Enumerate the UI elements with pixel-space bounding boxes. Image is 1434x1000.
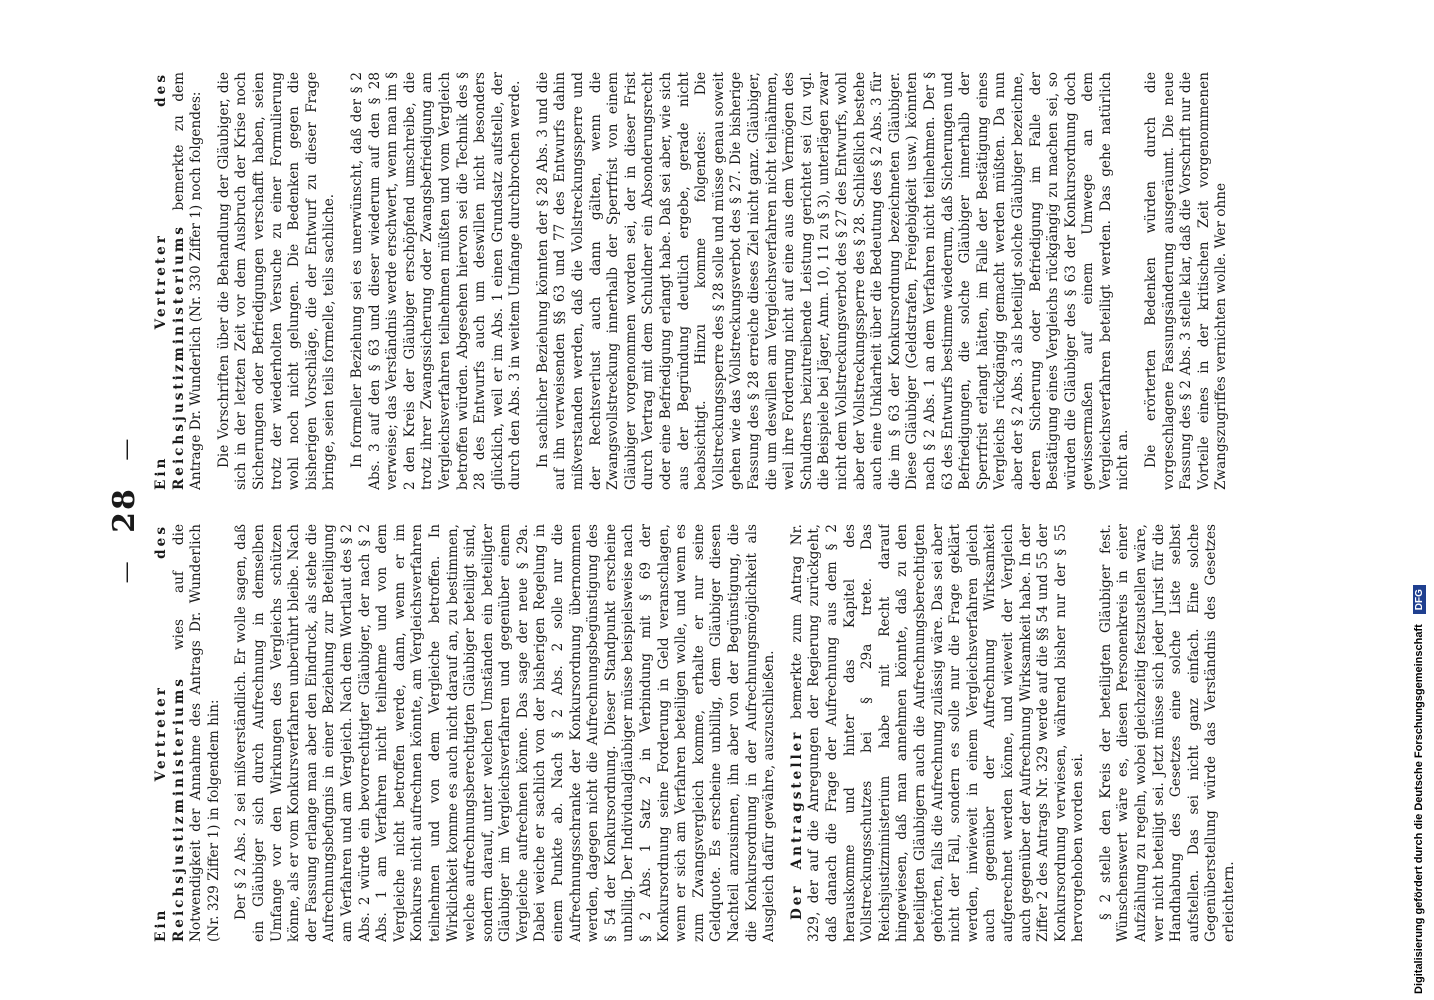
- right-text-column: [153, 72, 1337, 490]
- paragraph-text: bemerkte zum Antrag Nr. 329, der auf die Anregungen der Regierung zurückgeht, daß danach die Frage der Aufrechnung aus dem § 2 herauskomme und hinter das Kapitel des Vollstreckungsschutzes bei § 29a trete. Das Reichsjustizministerium habe mit Recht darauf hingewiesen, daß man annehmen könnte, daß zu den beteiligten Gläubigern auch die Aufrechnungsberechtigten gehörten, falls die Aufrechnung zulässig wäre. Das sei aber nicht der Fall, sondern es solle nur die Frage geklärt werden, inwieweit in einem Vergleichsverfahren gleich auch gegenüber der Aufrechnung Wirksamkeit aufgerechnet werden könne, und wieweit der Vergleich auch gegenüber der Aufrechnung Wirksamkeit habe. In der Ziffer 2 des Antrags Nr. 329 werde auf die §§ 54 und 55 der Konkursordnung verwiesen, während bisher nur der § 55 hervorgehoben worden sei.: [788, 524, 1087, 942]
- paragraph: [153, 524, 223, 942]
- paragraph: Die Vorschriften über die Behandlung der Gläubiger, die sich in der letzten Zeit vor dem Ausbruch der Krise noch Sicherungen oder Befriedigungen verschafft haben, seien trotz der wiederholten Versuche zu einer Formulierung wohl noch nicht gelungen. Die Bedenken gegen die bisherigen Vorschläge, die der Entwurf zu dieser Frage bringe, seien teils formelle, teils sachliche.: [215, 72, 338, 490]
- paragraph: Der § 2 Abs. 2 sei mißverständlich. Er wolle sagen, daß ein Gläubiger sich durch Aufrechnung in demselben Umfange vor den Wirkungen des Vergleichs schützen könne, als er vom Konkursverfahren unberührt bleibe. Nach der Fassung erlange man aber den Eindruck, als stehe die Aufrechnungsbefugnis in einer Beziehung zur Beteiligung am Verfahren und am Vergleich. Nach dem Wortlaut des § 2 Abs. 2 würde ein bevorrechtigter Gläubiger, der nach § 2 Abs. 1 am Verfahren nicht teilnehme und von dem Vergleiche nicht betroffen werde, dann, wenn er im Konkurse nicht aufrechnen könnte, am Vergleichsverfahren teilnehmen und von dem Vergleiche betroffen. In Wirklichkeit komme es auch nicht darauf an, zu bestimmen, welche aufrechnungsberechtigten Gläubiger beteiligt sind, sondern darauf, unter welchen Umständen ein beteiligter Gläubiger im Vergleichsverfahren und gegenüber einem Vergleiche aufrechnen könne. Das sage der neue § 29a. Dabei weiche er sachlich von der bisherigen Regelung in einem Punkte ab. Nach § 2 Abs. 2 solle nur die Aufrechnungsschranke der Konkursordnung übernommen werden, dagegen nicht die Aufrechnungsbegünstigung des § 54 der Konkursordnung. Dieser Standpunkt erscheine unbillig. Der Individualgläubiger müsse beispielsweise nach § 2 Abs. 1 Satz 2 in Verbindung mit § 69 der Konkursordnung seine Forderung in Geld veranschlagen, wenn er sich am Verfahren beteiligen wolle, und wenn es zum Zwangsvergleich komme, erhalte er nur seine Geldquote. Es erscheine unbillig, dem Gläubiger diesen Nachteil anzusinnen, ihn aber von der Begünstigung, die die Konkursordnung in der Aufrechnungsmöglichkeit als Ausgleich dafür gewähre, auszuschließen.: [233, 524, 778, 942]
- speaker-label: Ein Vertreter des Reichsjustizministeriums: [153, 524, 187, 942]
- header-dash-left: —: [113, 559, 139, 584]
- paragraph-text: wies auf die Notwendigkeit der Annahme des Antrags Dr. Wunderlich (Nr. 329 Ziffer 1) in folgendem hin:: [170, 524, 222, 942]
- page-header: [107, 60, 147, 960]
- speaker-label: Der Antragsteller: [788, 729, 805, 920]
- credit-text: Digitalisierung gefördert durch die Deutsche Forschungsgemeinschaft: [1413, 624, 1425, 994]
- paragraph: [789, 524, 1088, 942]
- speaker-label: Ein Vertreter des Reichsjustizministeriums: [153, 72, 187, 490]
- page-number: 28: [107, 487, 142, 533]
- paragraph: In formeller Beziehung sei es unerwünscht, daß der § 2 Abs. 3 auf den § 63 und dieser wiederum auf den § 28 verweise; das Verständnis werde erschwert, wenn man im § 2 den Kreis der Gläubiger erschöpfend umschreibe, die trotz ihrer Zwangssicherung oder Zwangsbefriedigung am Vergleichsverfahren teilnehmen müßten und vom Vergleich betroffen würden. Abgesehen hiervon sei die Technik des § 28 des Entwurfs auch um deswillen nicht besonders glücklich, weil er im Abs. 1 einen Grundsatz aufstelle, der durch den Abs. 3 in weitem Umfange durchbrochen werde.: [348, 72, 524, 490]
- scanned-document-page: [107, 60, 1337, 960]
- header-dash-right: —: [113, 436, 139, 461]
- paragraph: § 2 stelle den Kreis der beteiligten Gläubiger fest. Wünschenswert wäre es, diesen Personenkreis in einer Aufzählung zu regeln, wobei gleichzeitig festzustellen wäre, wer nicht beteiligt sei. Jetzt müsse sich jeder Jurist für die Handhabung des Gesetzes eine solche Liste selbst aufstellen. Das sei nicht ganz einfach. Eine solche Gegenüberstellung würde das Verständnis des Gesetzes erleichtern.: [1097, 524, 1238, 942]
- paragraph: Die erörterten Bedenken würden durch die vorgeschlagene Fassungsänderung ausgeräumt. Die neue Fassung des § 2 Abs. 3 stelle klar, daß die Vorschrift nur die Vorteile eines in der kritischen Zeit vorgenommenen Zwangszugriffes vernichten wolle. Wer ohne: [1143, 72, 1230, 490]
- paragraph: [153, 72, 206, 490]
- dfg-logo: DFG: [1413, 585, 1426, 614]
- paragraph-text: bemerkte zu dem Antrage Dr. Wunderlich (Nr. 330 Ziffer 1) noch folgendes:: [170, 72, 205, 490]
- digitization-credit: [1408, 8, 1430, 994]
- paragraph: In sachlicher Beziehung könnten der § 28 Abs. 3 und die auf ihn verweisenden §§ 63 und 77 des Entwurfs dahin mißverstanden werden, daß die Vollstreckungssperre und der Rechtsverlust auch dann gälten, wenn die Zwangsvollstreckung innerhalb der Sperrfrist von einem Gläubiger vorgenommen worden sei, der in dieser Frist durch Vertrag mit dem Schuldner ein Absonderungsrecht oder eine Befriedigung erlangt habe. Daß sei aber, wie sich aus der Begründung deutlich ergebe, gerade nicht beabsichtigt. Hinzu komme folgendes: Die Vollstreckungssperre des § 28 solle und müsse genau soweit gehen wie das Vollstreckungsverbot des § 27. Die bisherige Fassung des § 28 erreiche dieses Ziel nicht ganz. Gläubiger, die um deswillen am Vergleichsverfahren nicht teilnähmen, weil ihre Forderung nicht auf eine aus dem Vermögen des Schuldners beizutreibende Leistung gerichtet sei (zu vgl. die Beispiele bei Jäger, Anm. 10, 11 zu § 3), unterlägen zwar nicht dem Vollstreckungsverbot des § 27 des Entwurfs, wohl aber der Vollstreckungssperre des § 28. Schließlich bestehe auch eine Unklarheit über die Bedeutung des § 2 Abs. 3 für die im § 63 der Konkursordnung bezeichneten Gläubiger. Diese Gläubiger (Geldstrafen, Freigebigkeit usw.) könnten nach § 2 Abs. 1 an dem Verfahren nicht teilnehmen. Der § 63 des Entwurfs bestimme wiederum, daß Sicherungen und Befriedigungen, die solche Gläubiger innerhalb der Sperrfrist erlangt hätten, im Falle der Bestätigung eines Vergleichs rückgängig gemacht werden müßten. Da nun aber der § 2 Abs. 3 als beteiligt solche Gläubiger bezeichne, deren Sicherung oder Befriedigung im Falle der Bestätigung eines Vergleichs rückgängig zu machen sei, so würden die Gläubiger des § 63 der Konkursordnung doch gewissermaßen auf einem Umwege an dem Vergleichsverfahren beteiligt werden. Das gehe natürlich nicht an.: [534, 72, 1132, 490]
- left-text-column: [153, 524, 1337, 942]
